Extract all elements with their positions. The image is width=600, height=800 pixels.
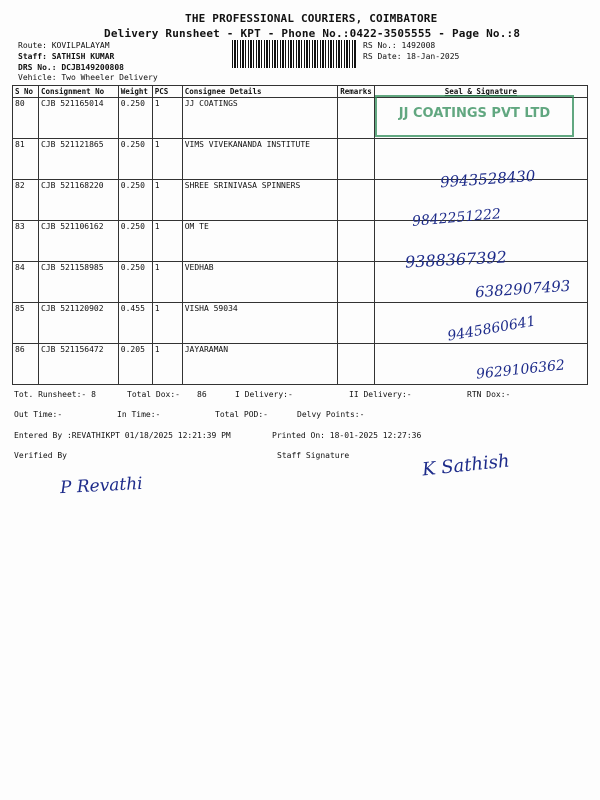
header-consignment: Consignment No bbox=[38, 86, 118, 98]
total-dox-label: Total Dox:- bbox=[127, 390, 180, 399]
header-pcs: PCS bbox=[152, 86, 182, 98]
out-time: Out Time:- bbox=[14, 410, 63, 419]
verifier-signature: P Revathi bbox=[59, 473, 144, 499]
cell-weight: 0.250 bbox=[118, 139, 152, 180]
cell-sno: 80 bbox=[13, 98, 39, 139]
cell-remarks bbox=[338, 98, 375, 139]
route-label: Route: KOVILPALAYAM bbox=[18, 41, 110, 50]
vehicle-label: Vehicle: Two Wheeler Delivery bbox=[18, 73, 158, 82]
header-consignee: Consignee Details bbox=[182, 86, 338, 98]
cell-consignment: CJB 521165014 bbox=[38, 98, 118, 139]
cell-pcs: 1 bbox=[152, 98, 182, 139]
cell-weight: 0.250 bbox=[118, 98, 152, 139]
in-time: In Time:- bbox=[117, 410, 161, 419]
cell-remarks bbox=[338, 180, 375, 221]
ii-delivery: II Delivery:- bbox=[349, 390, 412, 399]
cell-pcs: 1 bbox=[152, 221, 182, 262]
cell-consignment: CJB 521156472 bbox=[38, 344, 118, 385]
total-dox-value: 86 bbox=[197, 390, 207, 399]
company-title: THE PROFESSIONAL COURIERS, COIMBATORE bbox=[185, 12, 438, 25]
cell-pcs: 1 bbox=[152, 139, 182, 180]
header-weight: Weight bbox=[118, 86, 152, 98]
cell-remarks bbox=[338, 221, 375, 262]
cell-sno: 81 bbox=[13, 139, 39, 180]
cell-pcs: 1 bbox=[152, 303, 182, 344]
cell-pcs: 1 bbox=[152, 344, 182, 385]
cell-remarks bbox=[338, 262, 375, 303]
cell-consignee: VEDHAB bbox=[182, 262, 338, 303]
cell-consignee: SHREE SRINIVASA SPINNERS bbox=[182, 180, 338, 221]
cell-remarks bbox=[338, 303, 375, 344]
staff-signature: K Sathish bbox=[421, 450, 511, 481]
cell-consignee: VIMS VIVEKANANDA INSTITUTE bbox=[182, 139, 338, 180]
total-pod: Total POD:- bbox=[215, 410, 268, 419]
company-seal-stamp: JJ COATINGS PVT LTD bbox=[375, 95, 574, 137]
cell-consignment: CJB 521120902 bbox=[38, 303, 118, 344]
i-delivery: I Delivery:- bbox=[235, 390, 293, 399]
cell-sno: 86 bbox=[13, 344, 39, 385]
cell-sno: 84 bbox=[13, 262, 39, 303]
cell-consignment: CJB 521106162 bbox=[38, 221, 118, 262]
cell-weight: 0.250 bbox=[118, 180, 152, 221]
cell-remarks bbox=[338, 139, 375, 180]
handwritten-phone-83: 9388367392 bbox=[404, 247, 508, 272]
handwritten-phone-81: 9943528430 bbox=[439, 166, 536, 192]
verified-by-label: Verified By bbox=[14, 451, 67, 460]
cell-consignment: CJB 521121865 bbox=[38, 139, 118, 180]
rs-date: RS Date: 18-Jan-2025 bbox=[363, 52, 460, 61]
cell-consignee: VISHA 59034 bbox=[182, 303, 338, 344]
cell-weight: 0.205 bbox=[118, 344, 152, 385]
rs-number: RS No.: 1492008 bbox=[363, 41, 436, 50]
header-sno: S No bbox=[13, 86, 39, 98]
cell-consignment: CJB 521168220 bbox=[38, 180, 118, 221]
runsheet-subtitle: Delivery Runsheet - KPT - Phone No.:0422-3505555 - Page No.:8 bbox=[104, 27, 521, 40]
handwritten-phone-85: 9445860641 bbox=[446, 313, 537, 345]
handwritten-phone-82: 9842251222 bbox=[411, 206, 502, 230]
cell-consignee: JAYARAMAN bbox=[182, 344, 338, 385]
header-seal-signature: Seal & Signature bbox=[374, 86, 587, 98]
cell-consignee: OM TE bbox=[182, 221, 338, 262]
staff-label: Staff: SATHISH KUMAR bbox=[18, 52, 115, 61]
entered-by: Entered By :REVATHIKPT 01/18/2025 12:21:39 PM bbox=[14, 431, 231, 440]
handwritten-phone-86: 9629106362 bbox=[475, 357, 566, 383]
handwritten-phone-84: 6382907493 bbox=[474, 276, 571, 302]
header-remarks: Remarks bbox=[338, 86, 375, 98]
cell-sno: 85 bbox=[13, 303, 39, 344]
cell-sno: 83 bbox=[13, 221, 39, 262]
cell-pcs: 1 bbox=[152, 262, 182, 303]
cell-weight: 0.250 bbox=[118, 262, 152, 303]
printed-on: Printed On: 18-01-2025 12:27:36 bbox=[272, 431, 422, 440]
total-runsheet: Tot. Runsheet:- 8 bbox=[14, 390, 96, 399]
cell-weight: 0.455 bbox=[118, 303, 152, 344]
cell-pcs: 1 bbox=[152, 180, 182, 221]
rtn-dox: RTN Dox:- bbox=[467, 390, 511, 399]
staff-signature-label: Staff Signature bbox=[277, 451, 350, 460]
drs-label: DRS No.: DCJB149200808 bbox=[18, 63, 124, 72]
barcode bbox=[232, 40, 356, 68]
cell-consignee: JJ COATINGS bbox=[182, 98, 338, 139]
cell-remarks bbox=[338, 344, 375, 385]
delivery-points: Delvy Points:- bbox=[297, 410, 365, 419]
cell-weight: 0.250 bbox=[118, 221, 152, 262]
cell-sno: 82 bbox=[13, 180, 39, 221]
cell-consignment: CJB 521158985 bbox=[38, 262, 118, 303]
